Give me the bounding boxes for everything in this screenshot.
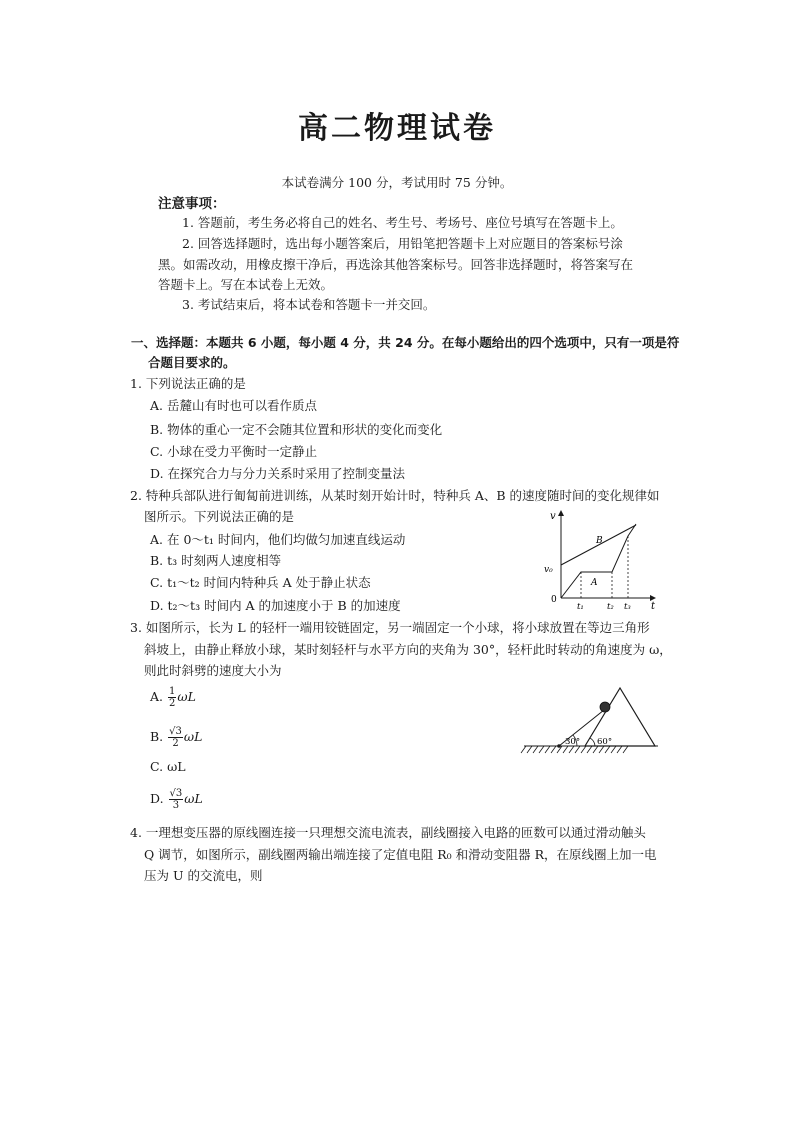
q3-option-b-fraction — [168, 726, 183, 749]
section-line-1: 一、选择题：本题共 6 小题，每小题 4 分，共 24 分。在每小题给出的四个选项中，只有一项是符 — [131, 335, 680, 350]
q4-stem-line-3: 压为 U 的交流电，则 — [144, 868, 263, 883]
notice-line-4: 答题卡上。写在本试卷上无效。 — [158, 277, 334, 292]
q2-option-d: D. t₂～t₃ 时间内 A 的加速度小于 B 的加速度 — [150, 598, 401, 613]
q1-option-a: A. 岳麓山有时也可以看作质点 — [150, 398, 317, 413]
q2-option-c: C. t₁～t₂ 时间内特种兵 A 处于静止状态 — [150, 575, 371, 590]
q1-stem: 1. 下列说法正确的是 — [130, 376, 246, 391]
q3-option-d — [150, 788, 203, 811]
q3-option-a-den: 2 — [169, 698, 176, 709]
q1-option-d: D. 在探究合力与分力关系时采用了控制变量法 — [150, 466, 406, 481]
q3-option-d-letter: D. — [150, 791, 164, 806]
q2-option-a: A. 在 0～t₁ 时间内，他们均做匀加速直线运动 — [150, 532, 406, 547]
q2-option-b: B. t₃ 时刻两人速度相等 — [150, 553, 282, 568]
notice-line-2: 2. 回答选择题时，选出每小题答案后，用铅笔把答题卡上对应题目的答案标号涂 — [182, 236, 623, 251]
notice-line-3: 黑。如需改动，用橡皮擦干净后，再选涂其他答案标号。回答非选择题时，将答案写在 — [158, 257, 634, 272]
q3-option-b-num: √3 — [169, 726, 182, 737]
q2-stem-line-1: 2. 特种兵部队进行匍匐前进训练，从某时刻开始计时，特种兵 A、B 的速度随时间的变化规律如 — [130, 488, 660, 503]
hinge — [557, 744, 561, 748]
q3-option-a-fraction — [168, 686, 176, 709]
q3-option-d-den: 3 — [172, 800, 180, 811]
origin-label: 0 — [551, 595, 557, 605]
v0-label: v₀ — [544, 565, 553, 575]
q3-option-d-fraction — [169, 788, 184, 811]
q3-stem-line-3: 则此时斜劈的速度大小为 — [144, 663, 282, 678]
q4-stem-line-1: 4. 一理想变压器的原线圈连接一只理想交流电流表，副线圈接入电路的匝数可以通过滑动触头 — [130, 825, 646, 840]
angle-60-label: 60° — [597, 737, 613, 747]
q3-option-c: C. ωL — [150, 759, 186, 774]
q3-option-a-num: 1 — [169, 686, 176, 697]
label-b: B — [596, 536, 603, 546]
t1-label: t₁ — [577, 602, 584, 612]
notice-line-1: 1. 答题前，考生务必将自己的姓名、考生号、考场号、座位号填写在答题卡上。 — [182, 215, 623, 230]
q3-option-b — [150, 726, 202, 749]
notice-heading: 注意事项： — [158, 196, 226, 212]
q3-option-b-letter: B. — [150, 729, 164, 744]
t2-label: t₂ — [607, 602, 614, 612]
q3-option-a-tail: ωL — [177, 689, 196, 704]
q1-option-c: C. 小球在受力平衡时一定静止 — [150, 444, 318, 459]
q3-option-d-num: √3 — [169, 788, 183, 799]
section-heading — [131, 333, 679, 373]
q3-stem-line-1: 3. 如图所示，长为 L 的轻杆一端用铰链固定，另一端固定一个小球，将小球放置在等边三角形 — [130, 620, 650, 635]
q3-option-d-tail: ωL — [184, 791, 203, 806]
q3-stem-line-2: 斜坡上，由静止释放小球，某时刻轻杆与水平方向的夹角为 30°，轻杆此时转动的角速度为 ω， — [144, 642, 672, 657]
exam-info: 本试卷满分 100 分，考试用时 75 分钟。 — [281, 175, 513, 190]
section-line-2: 合题目要求的。 — [148, 355, 236, 370]
page-title: 高二物理试卷 — [298, 111, 496, 146]
label-a: A — [591, 578, 598, 588]
q4-stem-line-2: Q 调节，如图所示，副线圈两输出端连接了定值电阻 R₀ 和滑动变阻器 R，在原线圈上加一电 — [144, 847, 657, 862]
incline-rod-diagram — [520, 682, 660, 757]
t-axis-label: t — [651, 601, 656, 612]
q2-stem-line-2: 图所示。下列说法正确的是 — [144, 509, 295, 524]
v-axis-label: v — [550, 511, 556, 522]
angle-arc-60 — [590, 738, 595, 746]
velocity-time-graph — [540, 505, 665, 615]
angle-30-label: 30° — [565, 737, 581, 747]
q3-option-b-tail: ωL — [183, 729, 203, 744]
ground-hatching — [521, 746, 628, 753]
notice-line-5: 3. 考试结束后，将本试卷和答题卡一并交回。 — [182, 297, 436, 312]
ball — [600, 702, 610, 712]
q3-option-b-den: 2 — [172, 738, 179, 749]
q3-option-a — [150, 686, 196, 709]
q3-option-a-letter: A. — [150, 689, 164, 704]
t3-label: t₃ — [624, 602, 631, 612]
q1-option-b: B. 物体的重心一定不会随其位置和形状的变化而变化 — [150, 422, 443, 437]
